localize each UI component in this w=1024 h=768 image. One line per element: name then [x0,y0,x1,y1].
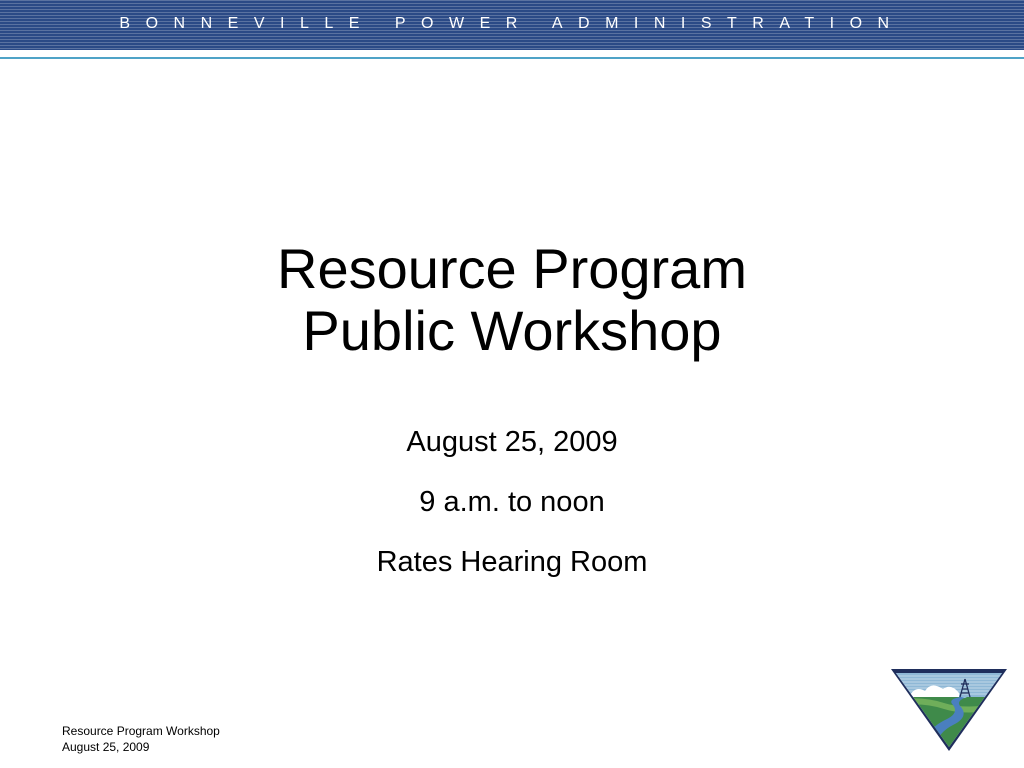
slide-footer [62,723,220,755]
event-location: Rates Hearing Room [376,546,648,578]
footer-date: August 25, 2009 [62,740,150,754]
slide-title-line-2: Public Workshop [302,299,722,362]
event-time: 9 a.m. to noon [419,486,605,518]
event-date: August 25, 2009 [406,426,618,458]
bpa-triangle-logo-icon [889,667,1009,752]
slide-title-line-1: Resource Program [277,237,747,300]
organization-name: BONNEVILLE POWER ADMINISTRATION [119,15,905,32]
header-banner [0,0,1024,50]
header-divider-white [0,52,1024,55]
header-divider-blue [0,57,1024,59]
footer-title: Resource Program Workshop [62,724,220,738]
event-details [0,422,1024,602]
slide-title [0,238,1024,362]
